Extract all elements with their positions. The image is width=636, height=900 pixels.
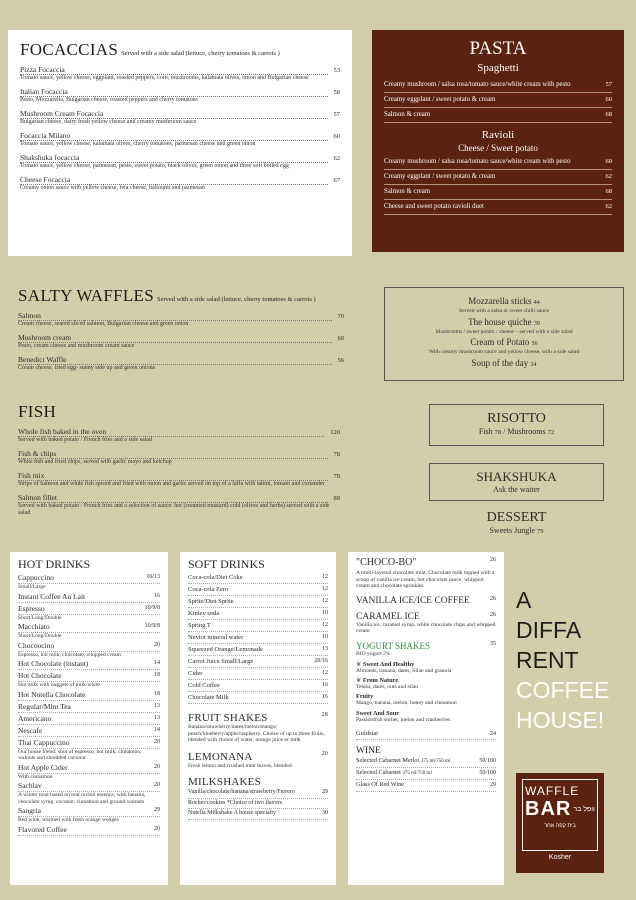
soft-drink-name: Cider	[188, 670, 203, 677]
hot-drink-price: 16/13	[146, 574, 160, 580]
hot-drink-name: Flavored Coffee	[18, 824, 67, 834]
hot-drink-price: 10/9/8	[144, 604, 160, 611]
yogurt-2-name: From Nature	[362, 676, 399, 684]
soft-drink-name: Coca-cola/Diet Coke	[188, 574, 243, 581]
hot-drink-row	[18, 689, 160, 701]
hot-drink-desc: Hot milk with nuggets of milk/white	[18, 682, 100, 688]
fish-name: Salmon fillet	[18, 493, 328, 503]
waffle-name: Benedict Waffle	[18, 355, 332, 365]
leaf-icon: ❦	[356, 661, 362, 668]
hot-drink-row	[18, 713, 160, 725]
ravioli-subtitle: Cheese / Sweet potato	[458, 143, 538, 153]
hot-drink-row	[18, 591, 160, 603]
logo-kosher: Kosher	[548, 854, 572, 861]
hot-drink-desc: Red wine, warmed with fresh orange wedges	[18, 817, 119, 823]
yogurt-3-desc: Mango, banana, melon, honey and cinnamon	[356, 700, 457, 706]
slogan-line-2: DIFFA	[516, 617, 582, 643]
waffle-desc: Pesto, cream cheese and mushroom cream sauce	[18, 343, 135, 349]
pasta-price: 60	[605, 96, 612, 103]
soft-drink-name: Spring T	[188, 622, 211, 629]
soft-drink-name: Carrot Juice Small/Large	[188, 658, 254, 665]
fruit-shakes-title: FRUIT SHAKES	[188, 712, 268, 724]
soft-drink-row	[188, 584, 328, 596]
hot-drink-price: 18	[154, 672, 160, 678]
focaccia-price: 67	[333, 177, 340, 184]
fish-name: Fish mix	[18, 471, 328, 481]
wine-row	[356, 768, 496, 780]
focaccia-name: Cheese Focaccia	[20, 175, 328, 185]
wine-name: Selected Cabarnet	[356, 769, 401, 776]
soft-drink-price: 10	[322, 610, 328, 616]
logo	[516, 773, 604, 873]
focaccia-desc: Tomato sauce, yellow cheese, parmesan, pesto, sweet potato, black olives, green onion and three soft boiled egg	[20, 163, 289, 169]
soft-drink-name: Kinley soda	[188, 610, 220, 617]
soft-drink-price: 16	[322, 682, 328, 688]
focaccia-desc: Creamy onion sauce with yellow cheese, feta cheese, halloumi and parmesan	[20, 185, 205, 191]
milkshake-name: Nutella Milkshake A house specialty	[188, 810, 276, 816]
spaghetti-title: Spaghetti	[477, 62, 519, 74]
soft-drink-name: Squeezed Orange/Lemonade	[188, 646, 263, 653]
risotto-fish-price: 78	[494, 429, 502, 436]
hot-drink-name: Sangria	[18, 806, 41, 815]
soft-drink-price: 12	[322, 598, 328, 604]
fish-heading: FISH	[18, 402, 57, 421]
waffle-row	[18, 333, 344, 343]
caramel-ice-title: CARAMEL ICE	[356, 611, 420, 622]
slogan	[516, 585, 632, 735]
hot-drink-row	[18, 805, 160, 817]
waffle-name: Salmon	[18, 311, 332, 321]
soft-drink-price: 12	[322, 586, 328, 592]
soft-drink-price: 20/16	[314, 658, 328, 664]
goldstar-price: 24	[490, 731, 496, 737]
hot-drink-name: Hot Chocolate (instant)	[18, 659, 89, 668]
yogurt-shakes-title: YOGURT SHAKES	[356, 640, 431, 651]
risotto-title: RISOTTO	[487, 411, 546, 426]
hot-drink-desc: Short/Long/Double	[18, 614, 62, 621]
wine-label	[356, 769, 432, 778]
milkshake-row	[188, 799, 328, 810]
specials-panel	[348, 552, 504, 885]
hot-drink-row	[18, 670, 160, 682]
pasta-row	[384, 155, 612, 170]
risotto-mushrooms-price: 72	[547, 429, 555, 436]
focaccia-desc: Tomato sauce, yellow cheese, eggplant, roasted peppers, corn, mushrooms, kalamata olives, onion and Bulgarian cheese	[20, 75, 309, 81]
caramel-ice-price: 26	[490, 611, 496, 618]
soft-drink-row	[188, 680, 328, 692]
soft-drink-price: 12	[322, 670, 328, 676]
soft-drink-row	[188, 620, 328, 632]
chocobo-price: 26	[490, 557, 496, 563]
hot-drink-name: Cappuccino	[18, 573, 54, 582]
yogurt-1-name: Sweet And Healthy	[362, 661, 415, 668]
waffles-section	[18, 286, 344, 372]
pasta-row	[384, 200, 612, 215]
logo-hebrew-2: בית קפה אחר	[544, 823, 576, 829]
milkshake-price: 29	[322, 789, 328, 795]
fish-desc: Served with baked potato / French fries and a selection of sauce: hot (creamed mustard) cold (olives and herbs) served with a side salad	[18, 503, 330, 516]
soft-drinks-title: SOFT DRINKS	[188, 557, 265, 571]
pasta-price: 68	[605, 188, 612, 195]
fish-row	[18, 471, 340, 481]
dessert-price: 79	[537, 528, 544, 535]
pasta-name: Creamy mushroom / salsa rosa/tomato sauce/white cream with pesto	[384, 158, 571, 165]
chocobo-desc: A multi-layered chocolate treat. Chocolate milk tupped with a scoop of vanilla ice cream, hot chocolate sauce, whipped cream and chocolate sprinkles	[356, 570, 495, 589]
shakshuka-title: SHAKSHUKA	[476, 469, 557, 484]
lemonana-price: 20	[321, 750, 328, 757]
focaccia-desc: Pesto, Mozzarella, Bulgarian cheese, roasted peppers and cherry tomatoes	[20, 97, 198, 103]
focaccia-price: 53	[333, 67, 340, 74]
hot-drink-price: 13	[154, 714, 160, 721]
fish-desc: White fish and fried chips, served with garlic mayo and ketchup	[18, 459, 172, 465]
dessert-section	[429, 510, 604, 535]
focaccia-row	[20, 65, 340, 75]
logo-waffle: WAFFLE	[525, 784, 580, 798]
starter-name: Soup of the day	[471, 357, 529, 368]
starter-row	[389, 358, 619, 370]
hot-drink-name: Espresso	[18, 603, 45, 613]
waffle-price: 70	[337, 313, 344, 320]
hot-drink-row	[18, 621, 160, 633]
starter-row	[389, 317, 619, 329]
dessert-line: Sweets Jungle	[489, 526, 536, 535]
soft-drink-row	[188, 596, 328, 608]
leaf-icon: ❦	[356, 676, 362, 684]
shakshuka-line: Ask the waiter	[493, 485, 540, 494]
soft-drink-price: 16	[322, 694, 328, 700]
hot-drink-row	[18, 725, 160, 737]
hot-drink-row	[18, 701, 160, 713]
hot-drink-row	[18, 640, 160, 652]
fish-price: 78	[333, 473, 340, 480]
wine-row	[356, 780, 496, 792]
lemonana-desc: Fresh lemon and crushed mint leaves, blended	[188, 762, 292, 769]
wine-label	[356, 781, 404, 790]
waffle-price: 60	[337, 335, 344, 342]
hot-drink-row	[18, 762, 160, 774]
hot-drink-name: Hot Chocolate	[18, 671, 62, 680]
hot-drink-price: 20	[154, 763, 160, 770]
logo-hebrew: וופל בר	[573, 806, 595, 813]
pasta-name: Creamy mushroom / salsa rosa/tomato sauce/white cream with pesto	[384, 81, 571, 88]
milkshake-price: 30	[322, 810, 328, 816]
hot-drink-name: Thai Cappuccino	[18, 737, 70, 747]
pasta-row	[384, 108, 612, 123]
fish-section	[18, 402, 340, 517]
hot-drink-row	[18, 603, 160, 615]
chocobo-title: "CHOCO-BO"	[356, 557, 417, 568]
risotto-fish: Fish	[478, 427, 493, 436]
focaccia-name: Italian Focaccia	[20, 87, 328, 97]
focaccias-heading: FOCACCIAS Served with a side salad (lettuce, cherry tomatoes & carrots )	[20, 40, 280, 59]
wine-price: 29	[490, 782, 496, 788]
fish-desc: Served with baked potato / French fries and a side salad	[18, 437, 152, 443]
pasta-price: 62	[605, 173, 612, 180]
pasta-name: Salmon & cream	[384, 188, 431, 195]
yogurt-4-name: Sweet And Sour	[356, 709, 400, 717]
soft-drink-row	[188, 608, 328, 620]
focaccias-panel	[8, 30, 352, 256]
starter-name: Mozzarella sticks	[468, 296, 532, 306]
caramel-ice-desc: Vanilla ice, caramel syrup, white chocolate chips and whipped cream	[356, 621, 496, 634]
milkshake-row	[188, 788, 328, 799]
soft-drink-row	[188, 572, 328, 584]
goldstar-name: Goldstar	[356, 730, 379, 737]
pasta-row	[384, 170, 612, 185]
waffles-heading: SALTY WAFFLES Served with a side salad (lettuce, cherry tomatoes & carrots )	[18, 286, 316, 305]
risotto-mushrooms: / Mushrooms	[503, 427, 546, 436]
hot-drink-name: Regular/Mint Tea	[18, 701, 71, 711]
focaccia-desc: Bulgarian cheese, dairy fresh yellow cheese and creamy mushroom sauce	[20, 119, 197, 125]
waffle-price: 56	[337, 357, 344, 364]
shakshuka-box	[429, 463, 604, 501]
hot-drink-name: Americano	[18, 713, 52, 723]
pasta-row	[384, 93, 612, 108]
focaccia-price: 60	[333, 133, 340, 140]
slogan-line-3: RENT	[516, 647, 579, 673]
pasta-row	[384, 185, 612, 200]
starter-name: The house quiche	[468, 316, 532, 327]
milkshake-name: Rocher/cookies *Choice of two flavors	[188, 799, 282, 806]
hot-drink-price: 18	[154, 690, 160, 697]
hot-drink-price: 29	[154, 807, 160, 813]
pasta-price: 68	[605, 111, 612, 118]
wine-volume: 375 ml/750 ml	[402, 771, 432, 776]
starter-desc: Served with a salsa or sweet chilli sauce	[459, 308, 549, 314]
milkshakes-title: MILKSHAKES	[188, 776, 261, 788]
soft-drink-price: 10	[322, 634, 328, 640]
waffle-desc: Cream cheese, seared sliced salmon, Bulgarian cheese and green onion	[18, 321, 189, 327]
milkshake-row	[188, 809, 328, 820]
hot-drinks-panel	[10, 552, 168, 885]
waffle-name: Mushroom cream	[18, 333, 332, 343]
focaccia-row	[20, 87, 340, 97]
soft-drinks-panel	[180, 552, 336, 885]
hot-drink-name: Instant Coffee Au Lait	[18, 591, 86, 601]
focaccia-price: 62	[333, 155, 340, 162]
focaccia-name: Shakshuka focaccia	[20, 153, 328, 163]
soft-drink-price: 12	[322, 574, 328, 580]
yogurt-3-name: Fruity	[356, 693, 374, 700]
waffle-row	[18, 311, 344, 321]
hot-drink-desc: With cinnamon	[18, 773, 53, 780]
hot-drink-name: Hot Nutella Chocolate	[18, 689, 86, 699]
fruit-shakes-price: 28	[321, 712, 328, 718]
risotto-box	[429, 404, 604, 446]
lemonana-title: LEMONANA	[188, 750, 253, 763]
hot-drink-desc: Our house blend: shot of espresso, hot milk, cinnamon, walnuts and shredded coconut	[18, 748, 142, 761]
hot-drink-price: 20	[154, 782, 160, 788]
hot-drink-desc: Small/Large	[18, 584, 46, 590]
starter-desc: With creamy mushroom sauce and yellow cheese, with a side salad	[428, 349, 580, 355]
hot-drink-row	[18, 780, 160, 792]
pasta-title: PASTA	[469, 38, 527, 59]
hot-drink-row	[18, 572, 160, 584]
pasta-price: 57	[605, 81, 612, 88]
slogan-line-1: A	[516, 587, 532, 613]
wine-name: Selected Cabarnet Merlot	[356, 757, 420, 764]
soft-drink-name: Sprite/Diet Sprite	[188, 598, 234, 605]
starter-desc: Mushrooms / sweet potato / cheese – served with a side salad	[435, 328, 573, 335]
pasta-name: Creamy eggplant / sweet potato & cream	[384, 96, 496, 103]
focaccia-name: Mushroom Cream Focaccia	[20, 109, 328, 119]
waffle-desc: Cream cheese, fried egg- sunny side up and green onions	[18, 365, 155, 371]
focaccia-desc: Tomato sauce, yellow cheese, kalamata olives, cherry tomatoes, parmesan cheese and green onion	[20, 141, 256, 147]
wine-label	[356, 757, 450, 766]
wine-title: WINE	[356, 746, 381, 756]
hot-drink-price: 14	[154, 660, 160, 666]
starter-row	[389, 296, 619, 308]
hot-drink-name: Chocoocino	[18, 640, 55, 650]
focaccia-name: Focaccia Milano	[20, 131, 328, 141]
pasta-name: Cheese and sweet potato ravioli duet	[384, 203, 484, 210]
soft-drink-row	[188, 632, 328, 644]
focaccia-name: Pizza Focaccia	[20, 65, 328, 75]
logo-bar: BAR	[525, 798, 572, 820]
yogurt-1-desc: Almonds, banana, dates, Silan and granola	[356, 668, 452, 674]
starter-price: 56	[531, 341, 538, 347]
pasta-price: 62	[605, 203, 612, 210]
vanilla-ice-price: 26	[490, 595, 496, 602]
pasta-price: 60	[605, 158, 612, 165]
fish-row	[18, 493, 340, 503]
hot-drink-price: 10/9/8	[144, 623, 160, 629]
fruit-shakes-desc: Banana/strawberry/dates/melon/mango/ peach/blueberry/apple/raspberry. Choice of up to three fruits, blended with choice of water, orange juice or milk	[188, 724, 325, 743]
yogurt-shakes-price: 35	[490, 640, 496, 647]
pasta-panel	[372, 30, 624, 252]
slogan-line-4: COFFEE	[516, 677, 610, 703]
hot-drink-row	[18, 658, 160, 670]
soft-drink-name: Cold Coffee	[188, 682, 220, 689]
focaccia-row	[20, 109, 340, 119]
hot-drink-desc: Short/Long/Double	[18, 633, 62, 639]
hot-drink-row	[18, 737, 160, 749]
fish-price: 89	[333, 495, 340, 502]
soft-drink-price: 12	[322, 622, 328, 628]
hot-drink-name: Macchiato	[18, 622, 50, 631]
yogurt-2-desc: Tehini, dates, nuts and silan	[356, 683, 419, 690]
hot-drink-price: 20	[154, 738, 160, 745]
hot-drink-name: Hot Apple Cider	[18, 762, 68, 772]
wine-volume: 375 ml/750 ml	[420, 759, 451, 764]
focaccia-price: 58	[333, 89, 340, 96]
hot-drink-price: 16	[154, 592, 160, 599]
fish-row	[18, 449, 340, 459]
hot-drink-desc: A winter treat based on real orchid essence, with banana, chocolate syrup, coconut, cinnamon and ground walnuts	[18, 792, 146, 805]
pasta-row	[384, 78, 612, 93]
starter-price: 39	[533, 320, 540, 327]
pasta-name: Creamy eggplant / sweet potato & cream	[384, 173, 496, 180]
focaccia-row	[20, 131, 340, 141]
dessert-title: DESSERT	[486, 510, 547, 525]
soft-drink-row	[188, 644, 328, 656]
fish-desc: Strips of Salmon and white fish spiced and fried with onion and garlic served on top of a laffa with tahini, tomato and coriander	[18, 481, 325, 487]
wine-price: 50/100	[479, 770, 496, 776]
hot-drink-price: 20	[154, 825, 160, 832]
soft-drink-price: 13	[322, 646, 328, 652]
yogurt-4-desc: Passionfruit sorbet, melon and cranberries	[356, 716, 451, 723]
starters-box	[384, 287, 624, 381]
soft-drink-name: Coca-cola Zero	[188, 586, 229, 593]
soft-drink-name: Chocolate Milk	[188, 694, 229, 701]
pasta-name: Salmon & cream	[384, 111, 431, 118]
hot-drink-name: Sachlav	[18, 781, 42, 790]
starter-price: 44	[533, 300, 540, 306]
focaccia-row	[20, 153, 340, 163]
vanilla-ice-title: VANILLA ICE/ICE COFFEE	[356, 595, 470, 606]
wine-price: 50/100	[479, 758, 496, 764]
focaccia-price: 57	[333, 111, 340, 118]
wine-name: Glass Of Red Wine	[356, 781, 404, 788]
fish-price: 78	[333, 451, 340, 458]
soft-drink-row	[188, 656, 328, 668]
fish-price: 120	[330, 429, 340, 436]
yogurt-sub: BIO yogurt 2%	[356, 650, 391, 657]
soft-drink-row	[188, 692, 328, 704]
soft-drink-name: Neviot mineral water	[188, 634, 244, 641]
hot-drink-name: Nescafe	[18, 725, 43, 735]
soft-drink-row	[188, 668, 328, 680]
hot-drink-price: 20	[154, 641, 160, 648]
starter-price: 34	[530, 361, 537, 368]
wine-row	[356, 756, 496, 768]
hot-drink-row	[18, 824, 160, 836]
ravioli-title: Ravioli	[481, 129, 515, 141]
hot-drink-desc: Espresso, hot milk, chocolate, whipped cream	[18, 651, 121, 658]
fish-name: Whole fish baked in the oven	[18, 427, 324, 437]
focaccia-row	[20, 175, 340, 185]
starter-row	[389, 337, 619, 349]
hot-drink-price: 14	[154, 726, 160, 733]
fish-name: Fish & chips	[18, 449, 328, 459]
hot-drinks-title: HOT DRINKS	[18, 557, 91, 571]
waffle-row	[18, 355, 344, 365]
fish-row	[18, 427, 340, 437]
starter-name: Cream of Potato	[470, 337, 530, 347]
slogan-line-5: HOUSE!	[516, 707, 605, 733]
milkshake-name: Vanilla/chocolate/banana/strawberry/Ferrero	[188, 789, 295, 795]
hot-drink-price: 13	[154, 702, 160, 709]
